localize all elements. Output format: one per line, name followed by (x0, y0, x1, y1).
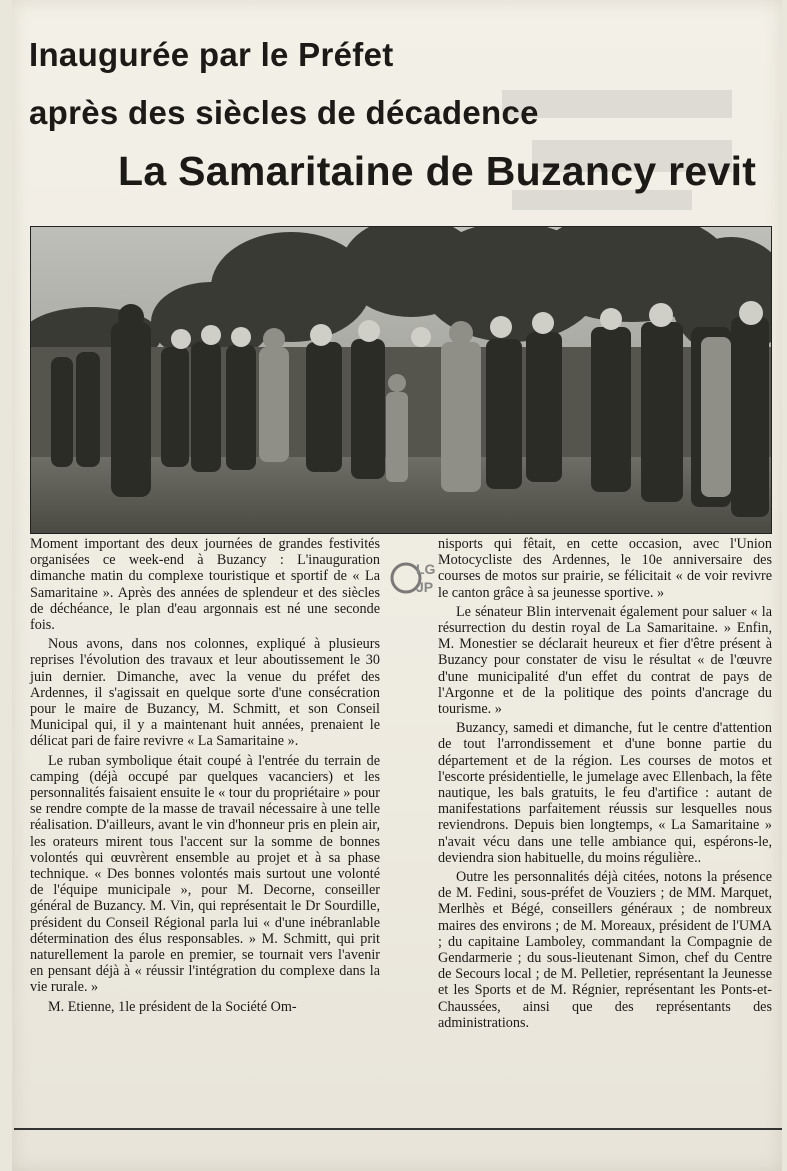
headline-line-1: Inaugurée par le Préfet (29, 36, 394, 73)
paragraph: Le ruban symbolique était coupé à l'entrée du terrain de camping (déjà occupé par quelques vacanciers) et les personnalités faisaient ensuite le « tour du propriétaire » pour se rendre compte de la masse de travail nécessaire à une telle réalisation. D'ailleurs, avant le vin d'honneur pris en plein air, les orateurs mirent tous l'accent sur la somme de bonnes volontés qui œuvrèrent ensemble au projet et à sa phase technique. « Des bonnes volontés mais surtout une volonté de l'équipe municipale », pour M. Decorne, conseiller général de Buzancy. M. Vin, qui représentait le Dr Sourdille, président du Conseil Régional parla lui « d'une inébranlable détermination des élus responsables. » M. Schmitt, qui prit naturellement la parole en premier, se tournait vers l'avenir en pensant déjà à « réussir l'intégration du complexe dans la vie rurale. » (30, 752, 380, 996)
watermark-line-1: LG (416, 561, 436, 577)
headline-line-2: après des siècles de décadence (29, 94, 539, 131)
main-headline: La Samaritaine de Buzancy revit (118, 148, 757, 194)
lgjp-watermark-logo (390, 552, 438, 604)
watermark-line-2: JP (416, 579, 434, 595)
article-column-left (30, 536, 380, 1015)
paragraph: M. Etienne, 1le président de la Société Om- (48, 998, 297, 1015)
paragraph: nisports qui fêtait, en cette occasion, avec l'Union Motocycliste des Ardennes, le 10e anniversaire des courses de motos sur prairie, se félicitait « de voir revivre le canton grâce à sa jeunesse sportive. » (438, 536, 772, 601)
paragraph: Outre les personnalités déjà citées, notons la présence de M. Fedini, sous-préfet de Vouziers ; de MM. Marquet, Merlhès et Bégé, conseillers généraux ; de nombreux maires des environs ; de M. Moreaux, président de l'UMA ; du capitaine Lamboley, commandant la Compagnie de Gendarmerie ; du sous-lieutenant Simon, chef du Centre de Secours local ; de M. Pelletier, représentant la Jeunesse et les Sports et de M. Régnier, représentant les Ponts-et-Chaussées, ainsi que des représentants des administrations. (438, 869, 772, 1031)
paragraph: Moment important des deux journées de grandes festivités organisées ce week-end à Buzancy : L'inauguration dimanche matin du complexe touristique et sportif de « La Samaritaine ». Après des années de splendeur et des siècles de déchéance, le plan d'eau argonnais est né une seconde fois. (30, 536, 380, 634)
paragraph: Le sénateur Blin intervenait également pour saluer « la résurrection du destin royal de La Samaritaine. » Enfin, M. Monestier se déclarait heureux et fier d'être présent à Buzancy pour constater de visu le résultat « de l'œuvre d'une municipalité d'un effet du contrat de pays de l'Argonne et de la politique des points d'ancrage du tourisme. » (438, 603, 772, 718)
bottom-rule (14, 1128, 782, 1130)
article-column-right (438, 536, 772, 1031)
ceremony-photo (30, 226, 772, 534)
paragraph: Buzancy, samedi et dimanche, fut le centre d'attention de tout l'arrondissement et d'une bonne partie du département et de la région. Les courses de motos et l'escorte présidentielle, le jumelage avec Ellenbach, la fête nautique, les bals gratuits, le feu d'artifice : autant de manifestations parfaitement réussis sur lesquelles nous reviendrons. Depuis bien longtemps, « La Samaritaine » n'avait vécu dans une telle ambiance qui, espérons-le, deviendra sion habituelle, du moins régulière.. (438, 720, 772, 866)
paragraph: Nous avons, dans nos colonnes, expliqué à plusieurs reprises l'évolution des travaux et leur aboutissement le 30 juin dernier. Dimanche, avec la venue du préfet des Ardennes, il s'agissait en quelque sorte d'une consécration pour le maire de Buzancy, M. Schmitt, et son Conseil Municipal qui, il y a maintenant huit années, prenaient le délicat pari de faire revivre « La Samaritaine ». (30, 636, 380, 750)
